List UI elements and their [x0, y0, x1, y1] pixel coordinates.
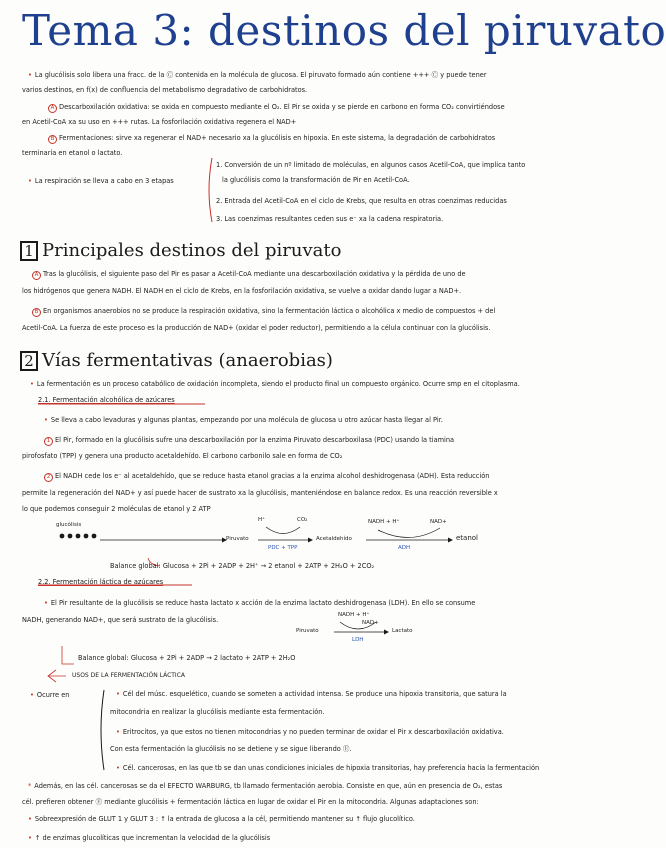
diag-co2: CO₂ — [297, 517, 308, 523]
intro-destino-b-1: B Fermentaciones: sirve xa regenerar el NAD+ necesario xa la glucólisis en hipoxia. En este sistema, la degradación de carbohidratos — [48, 134, 495, 144]
uso-cancerosas: • Cél. cancerosas, en las que tb se dan unas condiciones iniciales de hipoxia transitorias, hay preferencia hacia la fermentación — [116, 764, 540, 772]
diag2-nadh: NADH + H⁺ — [338, 612, 370, 618]
sec1-a-line-2: los hidrógenos que genera NADH. El NADH en el ciclo de Krebs, en la fosforilación oxidativa, se vuelve a oxidar dando lugar a NAD+. — [22, 287, 462, 295]
ferm-alc-2a: 1 El Pir, formado en la glucólisis sufre una descarboxilación por la enzima Piruvato descarboxilasa (PDC) usando la tiamina — [44, 436, 454, 446]
diag-etanol: etanol — [456, 534, 479, 542]
brace-etapas — [209, 158, 212, 222]
sec1-b-line-2: Acetil-CoA. La fuerza de este proceso es la producción de NAD+ (oxidar el poder reductor), permitiendo a la célula continuar con la glucólisis. — [22, 324, 491, 332]
diag-pdc: PDC + TPP — [268, 545, 298, 551]
intro-line-1: • La glucólisis solo libera una fracc. de la Ⓒ contenida en la molécula de glucosa. El piruvato formado aún contiene +++ Ⓒ y puede tener — [28, 71, 487, 79]
diag2-nad: NAD+ — [362, 620, 379, 626]
diag-acetaldehido: Acetaldehído — [316, 536, 352, 542]
ferm-alc-1: • Se lleva a cabo levaduras y algunas plantas, empezando por una molécula de glucosa u otro azúcar hasta llegar al Pir. — [44, 416, 443, 424]
diag-nad: NAD+ — [430, 519, 447, 525]
intro-line-2: varios destinos, en f(x) de confluencia del metabolismo degradativo de carbohidratos. — [22, 86, 308, 94]
intro-etapa-3: 3. Las coenzimas resultantes ceden sus e⁻ xa la cadena respiratoria. — [216, 215, 444, 223]
page-title: Tema 3: destinos del piruvato — [22, 6, 666, 55]
diag2-lactato: Lactato — [392, 628, 413, 634]
section-2-heading: 2 Vías fermentativas (anaerobias) — [20, 350, 333, 371]
diag-piruvato: Piruvato — [226, 536, 249, 542]
warburg-2: cél. prefieren obtener Ⓔ mediante glucólisis + fermentación láctica en lugar de oxidar el Pir en la mitocondria. Algunas adaptaciones son: — [22, 798, 479, 806]
warburg-3: • Sobreexpresión de GLUT 1 y GLUT 3 : ↑ la entrada de glucosa a la cél, permitiendo mantener su ↑ flujo glucolítico. — [28, 815, 415, 823]
brace-usos — [101, 690, 104, 770]
sec2-intro: • La fermentación es un proceso catabólico de oxidación incompleta, siendo el producto final un compuesto orgánico. Ocurre smp en el citoplasma. — [30, 380, 520, 388]
intro-etapa-1b: la glucólisis como la transformación de Pir en Acetil-CoA. — [222, 176, 410, 184]
sec1-a-line-1: A Tras la glucólisis, el siguiente paso del Pir es pasar a Acetil-CoA mediante una descarboxilación oxidativa y la pérdida de uno de — [32, 270, 466, 280]
usos-heading: USOS DE LA FERMENTACIÓN LÁCTICA — [72, 672, 185, 679]
subsection-2-1: 2.1. Fermentación alcohólica de azúcares — [38, 396, 175, 404]
balance-global-2: Balance global: Glucosa + 2Pi + 2ADP → 2 lactato + 2ATP + 2H₂O — [78, 654, 296, 662]
ferm-alc-2b: pirofosfato (TPP) y genera una producto acetaldehído. El carbono carbonilo sale en forma de CO₂ — [22, 452, 343, 460]
warburg-4: • ↑ de enzimas glucolíticas que incrementan la velocidad de la glucólisis — [28, 834, 271, 842]
intro-etapa-1: 1. Conversión de un nº limitado de moléculas, en algunos casos Acetil-CoA, que implica tanto — [216, 161, 526, 169]
diag-adh: ADH — [398, 545, 411, 551]
intro-destino-b-2: terminaría en etanol o lactato. — [22, 149, 123, 157]
ferm-lac-2: NADH, generando NAD+, que será sustrato de la glucólisis. — [22, 616, 219, 624]
intro-etapa-2: 2. Entrada del Acetil-CoA en el ciclo de Krebs, que resulta en otras coenzimas reducidas — [216, 197, 507, 205]
sec1-b-line-1: B En organismos anaerobios no se produce la respiración oxidativa, sino la fermentación láctica o alcohólica x medio de compuestos + del — [32, 307, 495, 317]
diag-nadh: NADH + H⁺ — [368, 519, 400, 525]
diag2-piruvato: Piruvato — [296, 628, 319, 634]
intro-destino-a-2: en Acetil-CoA xa su uso en +++ rutas. La fosforilación oxidativa regenera el NAD+ — [22, 118, 297, 126]
intro-respiracion: • La respiración se lleva a cabo en 3 etapas — [28, 177, 174, 185]
arc-co2 — [266, 527, 300, 534]
section-1-heading: 1 Principales destinos del piruvato — [20, 240, 341, 261]
subsection-2-2: 2.2. Fermentación láctica de azúcares — [38, 578, 164, 586]
ocurre-en: • Ocurre en — [30, 691, 70, 699]
uso-eritrocitos: • Eritrocitos, ya que estos no tienen mitocondrias y no pueden terminar de oxidar el Pir x descarboxilación oxidativa. — [116, 728, 504, 736]
diag-glucolisis: glucólisis — [56, 522, 82, 528]
uso-eritrocitos-2: Con esta fermentación la glucólisis no se detiene y se sigue liberando Ⓔ. — [110, 745, 352, 753]
ferm-alc-3c: lo que podemos conseguir 2 moléculas de etanol y 2 ATP — [22, 505, 211, 513]
arc-nadh — [378, 528, 440, 538]
uso-musculo-1: • Cél del músc. esquelético, cuando se someten a actividad intensa. Se produce una hipoxia transitoria, que satura la — [116, 690, 507, 698]
uso-musculo-2: mitocondria en realizar la glucólisis mediante esta fermentación. — [110, 708, 325, 716]
glucolisis-dots — [60, 534, 97, 539]
balance-global-1: Balance global: Glucosa + 2Pi + 2ADP + 2H⁺ → 2 etanol + 2ATP + 2H₂O + 2CO₂ — [110, 562, 375, 570]
warburg-1: * Además, en las cél. cancerosas se da el EFECTO WARBURG, tb llamado fermentación aerobia. Consiste en que, aún en presencia de O₂, estas — [28, 782, 503, 790]
ferm-alc-3a: 2 El NADH cede los e⁻ al acetaldehído, que se reduce hasta etanol gracias a la enzima alcohol deshidrogenasa (ADH). Esta reducción — [44, 472, 489, 482]
intro-destino-a-1: A Descarboxilación oxidativa: se oxida en compuesto mediante el O₂. El Pir se oxida y se pierde en carbono en forma CO₂ convirtiéndose — [48, 103, 505, 113]
bal2-marker — [62, 646, 74, 664]
diag2-ldh: LDH — [352, 637, 364, 643]
diag-h: H⁺ — [258, 517, 266, 523]
ferm-alc-3b: permite la regeneración del NAD+ y así puede hacer de sustrato xa la glucólisis, manteniéndose en balance redox. Es una reacción reversible x — [22, 489, 498, 497]
ferm-lac-1: • El Pir resultante de la glucólisis se reduce hasta lactato x acción de la enzima lactato deshidrogenasa (LDH). En ello se consume — [44, 599, 476, 607]
